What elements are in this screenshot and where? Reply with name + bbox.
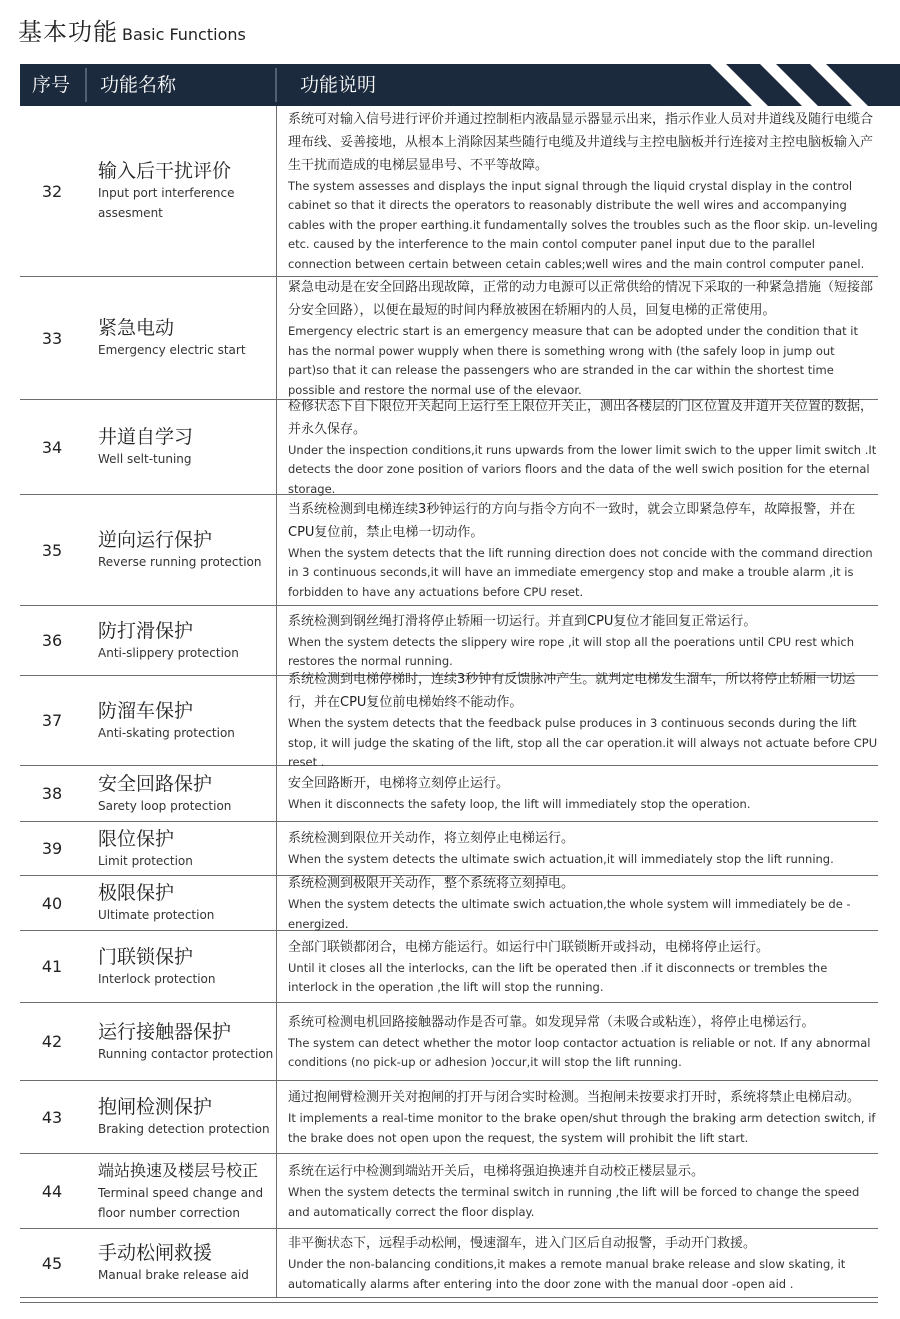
row-number: 43: [41, 1107, 63, 1127]
description-en: The system assesses and displays the input signal through the liquid crystal display in the control cabinet so that it directs the operators to reasonably distribute the well wires and accompanying cables with the proper earthing.it fundamentally solves the troubles such as the floor skip. un-leveling etc. caused by the interference to the main contol computer panel input due to the parallel connection between certain between cetain cables;well wires and the main control computer panel.: [288, 178, 878, 271]
column-divider: [276, 876, 277, 930]
table-row: [20, 495, 878, 606]
function-description: [288, 876, 878, 930]
column-divider: [276, 931, 277, 1002]
column-divider: [276, 1154, 277, 1228]
table-row: [20, 672, 878, 770]
row-number: 36: [41, 631, 63, 650]
description-cn: 全部门联锁都闭合，电梯方能运行。如运行中门联锁断开或抖动，电梯将停止运行。: [288, 939, 770, 955]
column-divider: [276, 277, 277, 399]
function-name-en: Input port interference: [98, 186, 235, 200]
row-number: 45: [41, 1253, 63, 1273]
function-name: [88, 931, 274, 1002]
function-name-en: Running contactor protection: [98, 1046, 274, 1061]
function-description: [288, 766, 878, 821]
row-number: 37: [41, 711, 63, 730]
function-name-cn: 紧急电动: [98, 317, 175, 339]
table-row: [20, 876, 878, 931]
function-name: [88, 876, 274, 930]
description-en: When the system detects that the lift running direction does not concide with the command direction in 3 continuous seconds,it will have an immediate emergency stop and make a trouble alarm ,it is forbidden to have any actuations before CPU reset.: [288, 545, 873, 599]
description-cn: 安全回路断开，电梯将立刻停止运行。: [288, 776, 510, 792]
function-description: [288, 106, 878, 276]
column-divider: [276, 676, 277, 765]
function-name-cn: 门联锁保护: [98, 945, 194, 968]
column-divider: [276, 1229, 277, 1297]
description-cn: 检修状态下自下限位开关起向上运行至上限位开关止，测出各楼层的门区位置及井道开关位置的数据，并永久保存。: [288, 398, 874, 437]
function-name: [88, 1081, 274, 1153]
row-number: 38: [41, 784, 63, 803]
function-name-cn: 限位保护: [98, 827, 175, 850]
description-cn: 系统检测到电梯停梯时，连续3秒钟有反馈脉冲产生。就判定电梯发生溜车，所以将停止轿厢一切运行，并在CPU复位前电梯始终不能动作。: [288, 672, 856, 711]
function-name-cn: 防溜车保护: [98, 699, 194, 722]
table-header: [20, 64, 900, 106]
description-cn: 通过抱闸臂检测开关对抱闸的打开与闭合实时检测。当抱闸未按要求打开时，系统将禁止电梯启动。: [288, 1090, 861, 1105]
function-name-en: Manual brake release aid: [98, 1268, 249, 1282]
function-description: [288, 672, 878, 770]
table-bottom-line: [20, 1302, 878, 1303]
description-en: When the system detects the terminal switch in running ,the lift will be forced to change the speed and automatically correct the floor display.: [288, 1185, 860, 1219]
row-number: 39: [41, 839, 63, 858]
function-description: [288, 931, 878, 1002]
table-row: [20, 277, 878, 400]
function-name-cn: 手动松闸救援: [98, 1242, 213, 1264]
column-divider: [276, 606, 277, 675]
header-desc: 功能说明: [300, 74, 377, 96]
function-name: [88, 277, 274, 399]
table-row: [20, 1229, 878, 1298]
function-name-en: Interlock protection: [98, 971, 216, 986]
function-name-en: Reverse running protection: [98, 555, 262, 569]
function-name-cn: 安全回路保护: [98, 772, 213, 795]
description-cn: 系统可对输入信号进行评价并通过控制柜内液晶显示器显示出来，指示作业人员对井道线及随行电缆合理布线、妥善接地，从根本上消除因某些随行电缆及井道线与主控电脑板并行连接对主控电脑板输入产生干扰而造成的电梯层显串号、不平等故障。: [288, 111, 874, 173]
header-name: 功能名称: [100, 74, 177, 96]
table-row: [20, 606, 878, 676]
row-number: 40: [41, 893, 63, 913]
column-divider: [276, 1003, 277, 1080]
description-en: Until it closes all the interlocks, can the lift be operated then .if it disconnects or trembles the interlock in the operation ,the lift will stop the running.: [288, 960, 828, 994]
column-divider: [276, 495, 277, 605]
function-name-en: Anti-skating protection: [98, 725, 235, 740]
function-name-cn: 运行接触器保护: [98, 1020, 232, 1043]
row-number: 33: [41, 328, 63, 348]
function-name: [88, 822, 274, 875]
row-number: 44: [41, 1181, 63, 1201]
function-name: [88, 1154, 274, 1228]
function-name-cn: 井道自学习: [98, 426, 194, 448]
description-en: It implements a real-time monitor to the brake open/shut through the braking arm detection switch, if the brake does not open upon the request, the system will prohibit the lift start.: [288, 1111, 876, 1145]
description-en: Under the inspection conditions,it runs upwards from the lower limit swich to the upper limit switch .It detects the door zone position of variors floors and the data of the well swich position for the eternal storage.: [288, 442, 877, 496]
description-en: When the system detects the ultimate swich actuation,it will immediately stop the lift running.: [288, 852, 834, 867]
function-name: [88, 766, 274, 821]
description-en: Emergency electric start is an emergency measure that can be adopted under the condition that it has the normal power wupply when there is something wrong with (the safely loop in jump out part)so that it can release the passengers who are stranded in the car within the shortest time possible and restore the normal use of the elevaor.: [288, 324, 858, 397]
function-name: [88, 400, 274, 494]
page-title-cn: 基本功能: [18, 18, 118, 46]
table-row: [20, 1003, 878, 1081]
function-description: [288, 400, 878, 494]
function-name-cn: 防打滑保护: [98, 619, 194, 642]
description-en: When the system detects the slippery wire rope ,it will stop all the poerations until CPU rest which restores the normal running.: [288, 634, 855, 668]
function-name-en: Braking detection protection: [98, 1122, 270, 1136]
table-row: [20, 822, 878, 876]
row-number: 34: [41, 437, 63, 457]
function-name: [88, 606, 274, 675]
column-divider: [276, 106, 277, 276]
row-number: 41: [41, 957, 63, 976]
description-cn: 系统检测到极限开关动作，整个系统将立刻掉电。: [288, 876, 575, 891]
table-row: [20, 1154, 878, 1229]
table-row: [20, 400, 878, 495]
description-cn: 系统检测到限位开关动作，将立刻停止电梯运行。: [288, 831, 575, 847]
description-cn: 系统可检测电机回路接触器动作是否可靠。如发现异常（未吸合或粘连），将停止电梯运行。: [288, 1014, 815, 1030]
function-description: [288, 606, 878, 675]
page-title: [18, 12, 246, 47]
function-name-en: Anti-slippery protection: [98, 645, 239, 660]
description-en: When the system detects that the feedback pulse produces in 3 continuous seconds during the lift stop, it will judge the skating of the lift, stop all the car operation.it will always not actuate before CPU reset .: [288, 716, 878, 770]
function-name-en: assesment: [98, 206, 163, 220]
function-name-cn: 输入后干扰评价: [98, 160, 232, 182]
description-en: Under the non-balancing conditions,it makes a remote manual brake release and slow skating, it automatically alarms after entering into the door zone with the manual door -open aid .: [288, 1257, 846, 1291]
column-divider: [276, 400, 277, 494]
function-description: [288, 495, 878, 605]
function-name-en: Well selt-tuning: [98, 452, 192, 466]
description-en: The system can detect whether the motor loop contactor actuation is reliable or not. If any abnormal conditions (no pick-up or adhesion )occur,it will stop the lift running.: [288, 1035, 871, 1069]
description-en: When it disconnects the safety loop, the lift will immediately stop the operation.: [288, 797, 751, 812]
function-name: [88, 1229, 274, 1297]
function-description: [288, 1081, 878, 1153]
function-name-en: Emergency electric start: [98, 343, 246, 357]
row-number: 42: [41, 1032, 63, 1051]
row-number: 32: [41, 181, 63, 201]
function-description: [288, 1154, 878, 1228]
description-cn: 当系统检测到电梯连续3秒钟运行的方向与指令方向不一致时，就会立即紧急停车，故障报警，并在CPU复位前，禁止电梯一切动作。: [288, 501, 856, 540]
function-name-cn: 抱闸检测保护: [98, 1096, 213, 1118]
function-name-en: floor number correction: [98, 1206, 240, 1220]
column-divider: [276, 766, 277, 821]
function-description: [288, 822, 878, 875]
description-cn: 非平衡状态下，远程手动松闸，慢速溜车，进入门区后自动报警，手动开门救援。: [288, 1236, 757, 1251]
column-divider: [276, 822, 277, 875]
description-cn: 系统在运行中检测到端站开关后，电梯将强迫换速并自动校正楼层显示。: [288, 1164, 705, 1179]
function-name-en: Sarety loop protection: [98, 798, 232, 813]
function-description: [288, 1003, 878, 1080]
page-title-en: Basic Functions: [122, 25, 246, 44]
function-name: [88, 106, 274, 276]
function-name: [88, 495, 274, 605]
function-name-en: Terminal speed change and: [98, 1186, 264, 1200]
function-description: [288, 277, 878, 399]
table-row: [20, 106, 878, 277]
row-number: 35: [41, 540, 63, 560]
description-cn: 系统检测到钢丝绳打滑将停止轿厢一切运行。并直到CPU复位才能回复正常运行。: [288, 613, 757, 629]
description-en: When the system detects the ultimate swich actuation,the whole system will immediately be de -energized.: [288, 897, 851, 931]
function-name-en: Ultimate protection: [98, 908, 215, 922]
header-num: 序号: [32, 74, 71, 96]
function-name-cn: 逆向运行保护: [98, 529, 213, 551]
table-row: [20, 766, 878, 822]
description-cn: 紧急电动是在安全回路出现故障，正常的动力电源可以正常供给的情况下采取的一种紧急措施（短接部分安全回路），以便在最短的时间内释放被困在轿厢内的人员，回复电梯的正常使用。: [288, 280, 874, 318]
function-name: [88, 676, 274, 765]
column-divider: [276, 1081, 277, 1153]
table-row: [20, 931, 878, 1003]
function-name-cn: 端站换速及楼层号校正: [98, 1161, 259, 1180]
function-name-cn: 极限保护: [98, 882, 175, 904]
table-row: [20, 1081, 878, 1154]
function-name-en: Limit protection: [98, 853, 193, 868]
function-description: [288, 1229, 878, 1297]
function-name: [88, 1003, 274, 1080]
